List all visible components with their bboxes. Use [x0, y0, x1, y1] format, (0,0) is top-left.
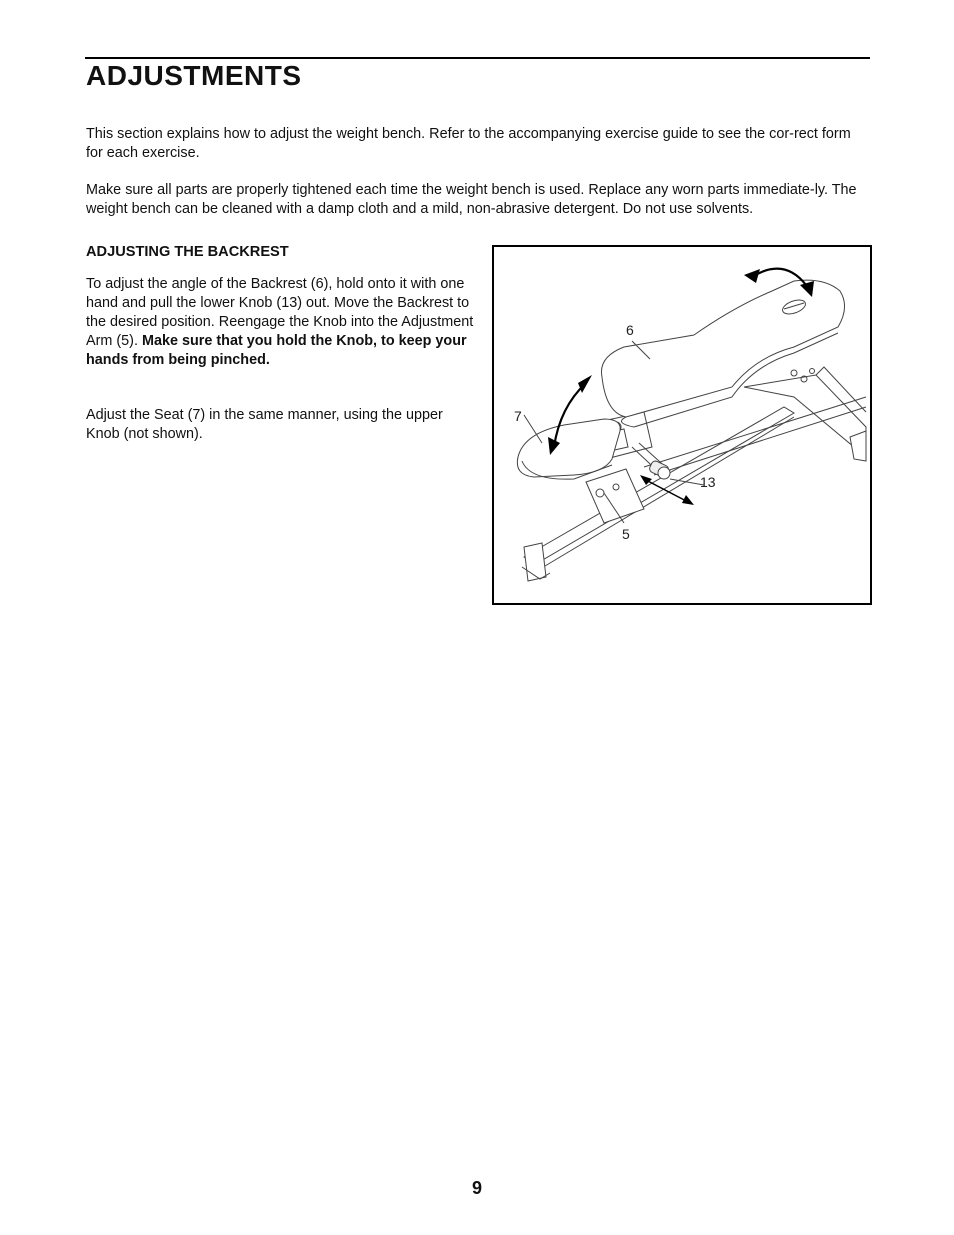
- callout-backrest: 6: [626, 322, 634, 338]
- callout-adjustment-arm: 5: [622, 526, 630, 542]
- intro-paragraph-1: This section explains how to adjust the weight bench. Refer to the accompanying exercise guide to see the cor-rect form for each exercise.: [86, 126, 851, 161]
- bench-adjustment-figure: [492, 245, 872, 605]
- seat-note-paragraph: Adjust the Seat (7) in the same manner, using the upper Knob (not shown).: [86, 407, 443, 442]
- header-rule: [85, 57, 870, 59]
- intro-paragraph-2: Make sure all parts are properly tightened each time the weight bench is used. Replace any worn parts immediate-ly. The weight bench can be cleaned with a damp cloth and a mild, non-abrasive detergent. Do not use solvents.: [86, 182, 857, 217]
- callout-seat: 7: [514, 408, 522, 424]
- backrest-instruction-text: To adjust the angle of the Backrest (6), hold onto it with one hand and pull the lower Knob (13) out. Move the Backrest to the desired position. Reengage the Knob into the Adjustment Arm (5).: [86, 276, 474, 349]
- page-title: ADJUSTMENTS: [86, 60, 302, 91]
- backrest-heading: ADJUSTING THE BACKREST: [86, 244, 289, 260]
- bench-illustration: [494, 247, 870, 603]
- backrest-instruction-paragraph: [86, 275, 476, 370]
- backrest-warning-text: Make sure that you hold the Knob, to keep your hands from being pinched.: [86, 333, 467, 368]
- page-number: 9: [471, 1178, 482, 1198]
- callout-knob: 13: [700, 474, 716, 490]
